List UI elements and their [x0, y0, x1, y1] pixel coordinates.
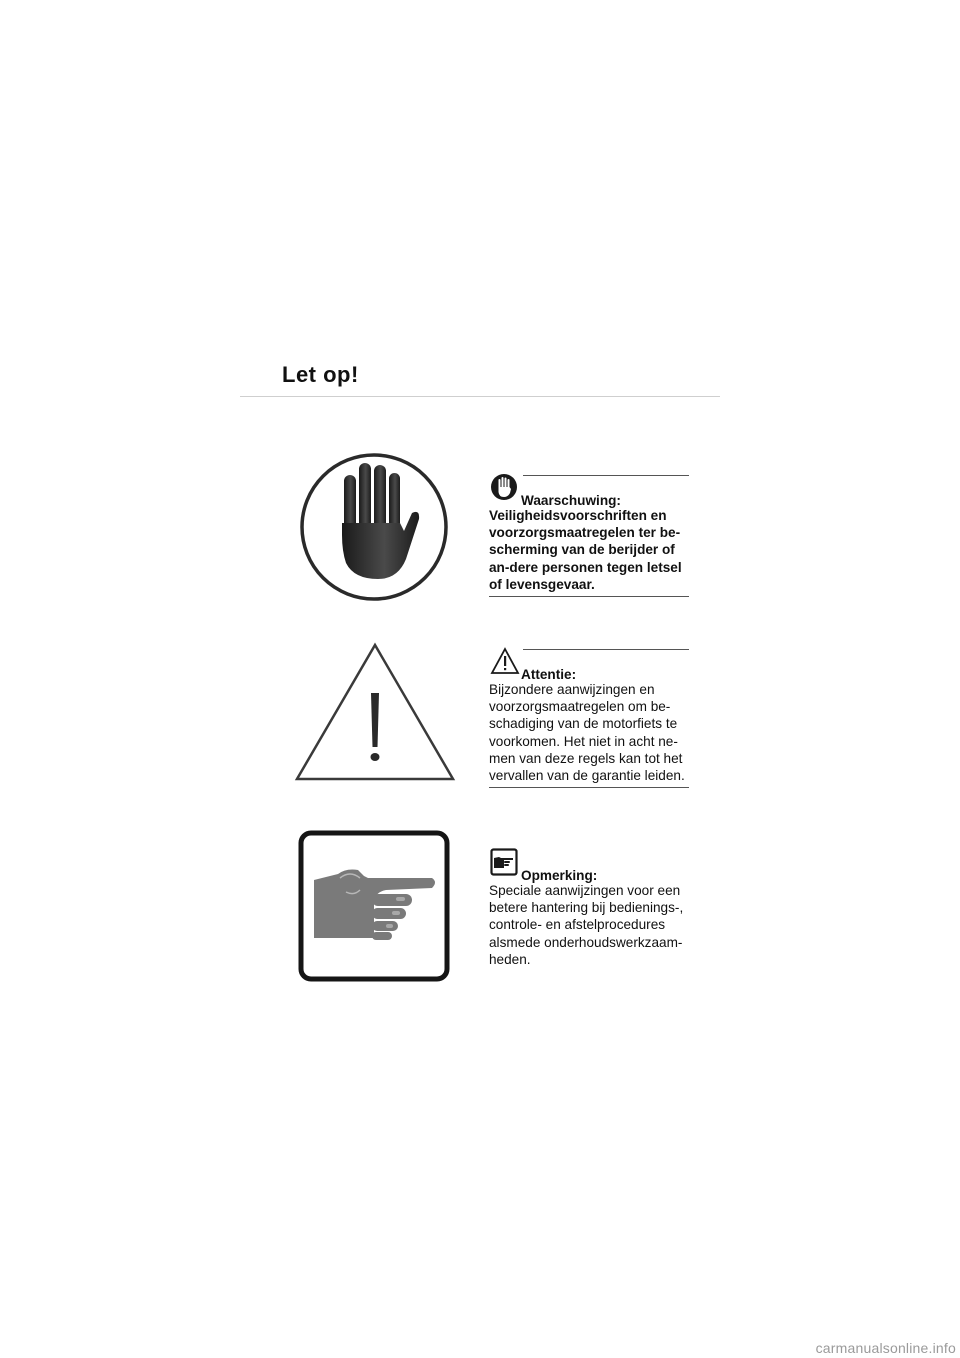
note-label: Attentie: — [521, 666, 577, 682]
pointing-hand-icon — [490, 848, 518, 876]
stop-hand-icon — [298, 451, 450, 603]
pointing-hand-icon — [298, 830, 450, 982]
note-text: Veiligheidsvoorschriften en voorzorgsmaatregelen ter be-scherming van de berijder of an-dere personen tegen letsel of levensgevaar. — [489, 508, 682, 592]
warning-triangle-icon — [293, 641, 457, 783]
note-label: Waarschuwing: — [521, 492, 621, 508]
caution-note — [489, 647, 689, 788]
note-label: Opmerking: — [521, 867, 598, 883]
note-bottom-rule — [489, 787, 689, 788]
note-top-rule — [523, 475, 689, 476]
watermark: carmanualsonline.info — [815, 1340, 956, 1356]
stop-hand-icon — [490, 473, 518, 501]
note-top-rule — [523, 649, 689, 650]
remark-note — [489, 848, 689, 968]
note-bottom-rule — [489, 596, 689, 597]
title-divider — [240, 396, 720, 397]
page-title: Let op! — [282, 362, 359, 387]
warning-note — [489, 473, 689, 597]
note-text: Speciale aanwijzingen voor een betere hantering bij bedienings-, controle- en afstelprocedures alsmede onderhoudswerkzaam-heden. — [489, 883, 684, 967]
warning-triangle-icon — [490, 647, 520, 675]
note-text: Bijzondere aanwijzingen en voorzorgsmaatregelen om be-schadiging van de motorfiets te voorkomen. Het niet in acht ne-men van deze regels kan tot het vervallen van de garantie leiden. — [489, 682, 685, 784]
